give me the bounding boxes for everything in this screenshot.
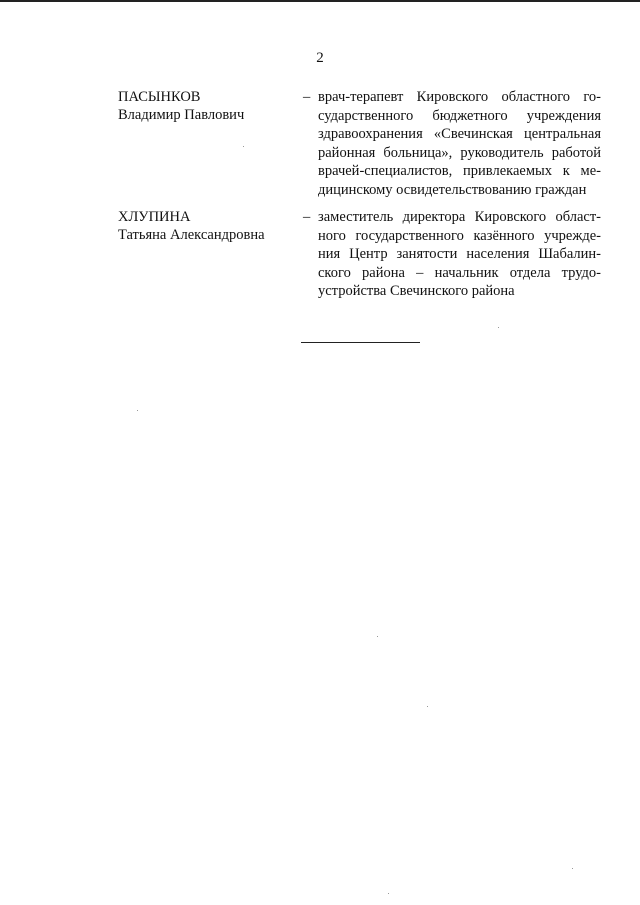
entry-dash: – bbox=[303, 89, 311, 105]
position-line: сударственного бюджетного учреждения bbox=[318, 107, 601, 124]
top-border bbox=[0, 0, 640, 8]
position-line: ного государственного казённого учрежде- bbox=[318, 227, 601, 244]
position-line: районная больница», руководитель работой bbox=[318, 144, 601, 161]
position-line: устройства Свечинского района bbox=[318, 283, 515, 299]
member-name bbox=[118, 88, 298, 124]
member-position bbox=[318, 88, 601, 199]
member-name bbox=[118, 208, 298, 244]
position-line: заместитель директора Кировского област- bbox=[318, 209, 601, 225]
position-line: дицинскому освидетельствованию граждан bbox=[318, 181, 587, 198]
scan-speck bbox=[388, 893, 389, 894]
position-line: ского района – начальник отдела трудо- bbox=[318, 264, 601, 281]
position-line: врачей-специалистов, привлекаемых к ме- bbox=[318, 163, 601, 179]
position-line: ния Центр занятости населения Шабалин- bbox=[318, 246, 601, 262]
entry-dash: – bbox=[303, 209, 311, 225]
scan-speck bbox=[137, 410, 138, 411]
position-line: здравоохранения «Свечинская центральная bbox=[318, 126, 601, 142]
member-given-names: Владимир Павлович bbox=[118, 107, 245, 123]
member-position bbox=[318, 208, 601, 301]
member-surname: ПАСЫНКОВ bbox=[118, 89, 201, 105]
scan-speck bbox=[243, 146, 244, 147]
page-number: 2 bbox=[316, 50, 324, 66]
scan-speck bbox=[377, 636, 378, 637]
scan-speck bbox=[572, 868, 573, 869]
scan-speck bbox=[427, 706, 428, 707]
end-divider bbox=[301, 342, 420, 343]
member-surname: ХЛУПИНА bbox=[118, 209, 191, 225]
member-given-names: Татьяна Александровна bbox=[118, 227, 265, 243]
position-line: врач-терапевт Кировского областного го- bbox=[318, 89, 601, 105]
scan-speck bbox=[498, 327, 499, 328]
